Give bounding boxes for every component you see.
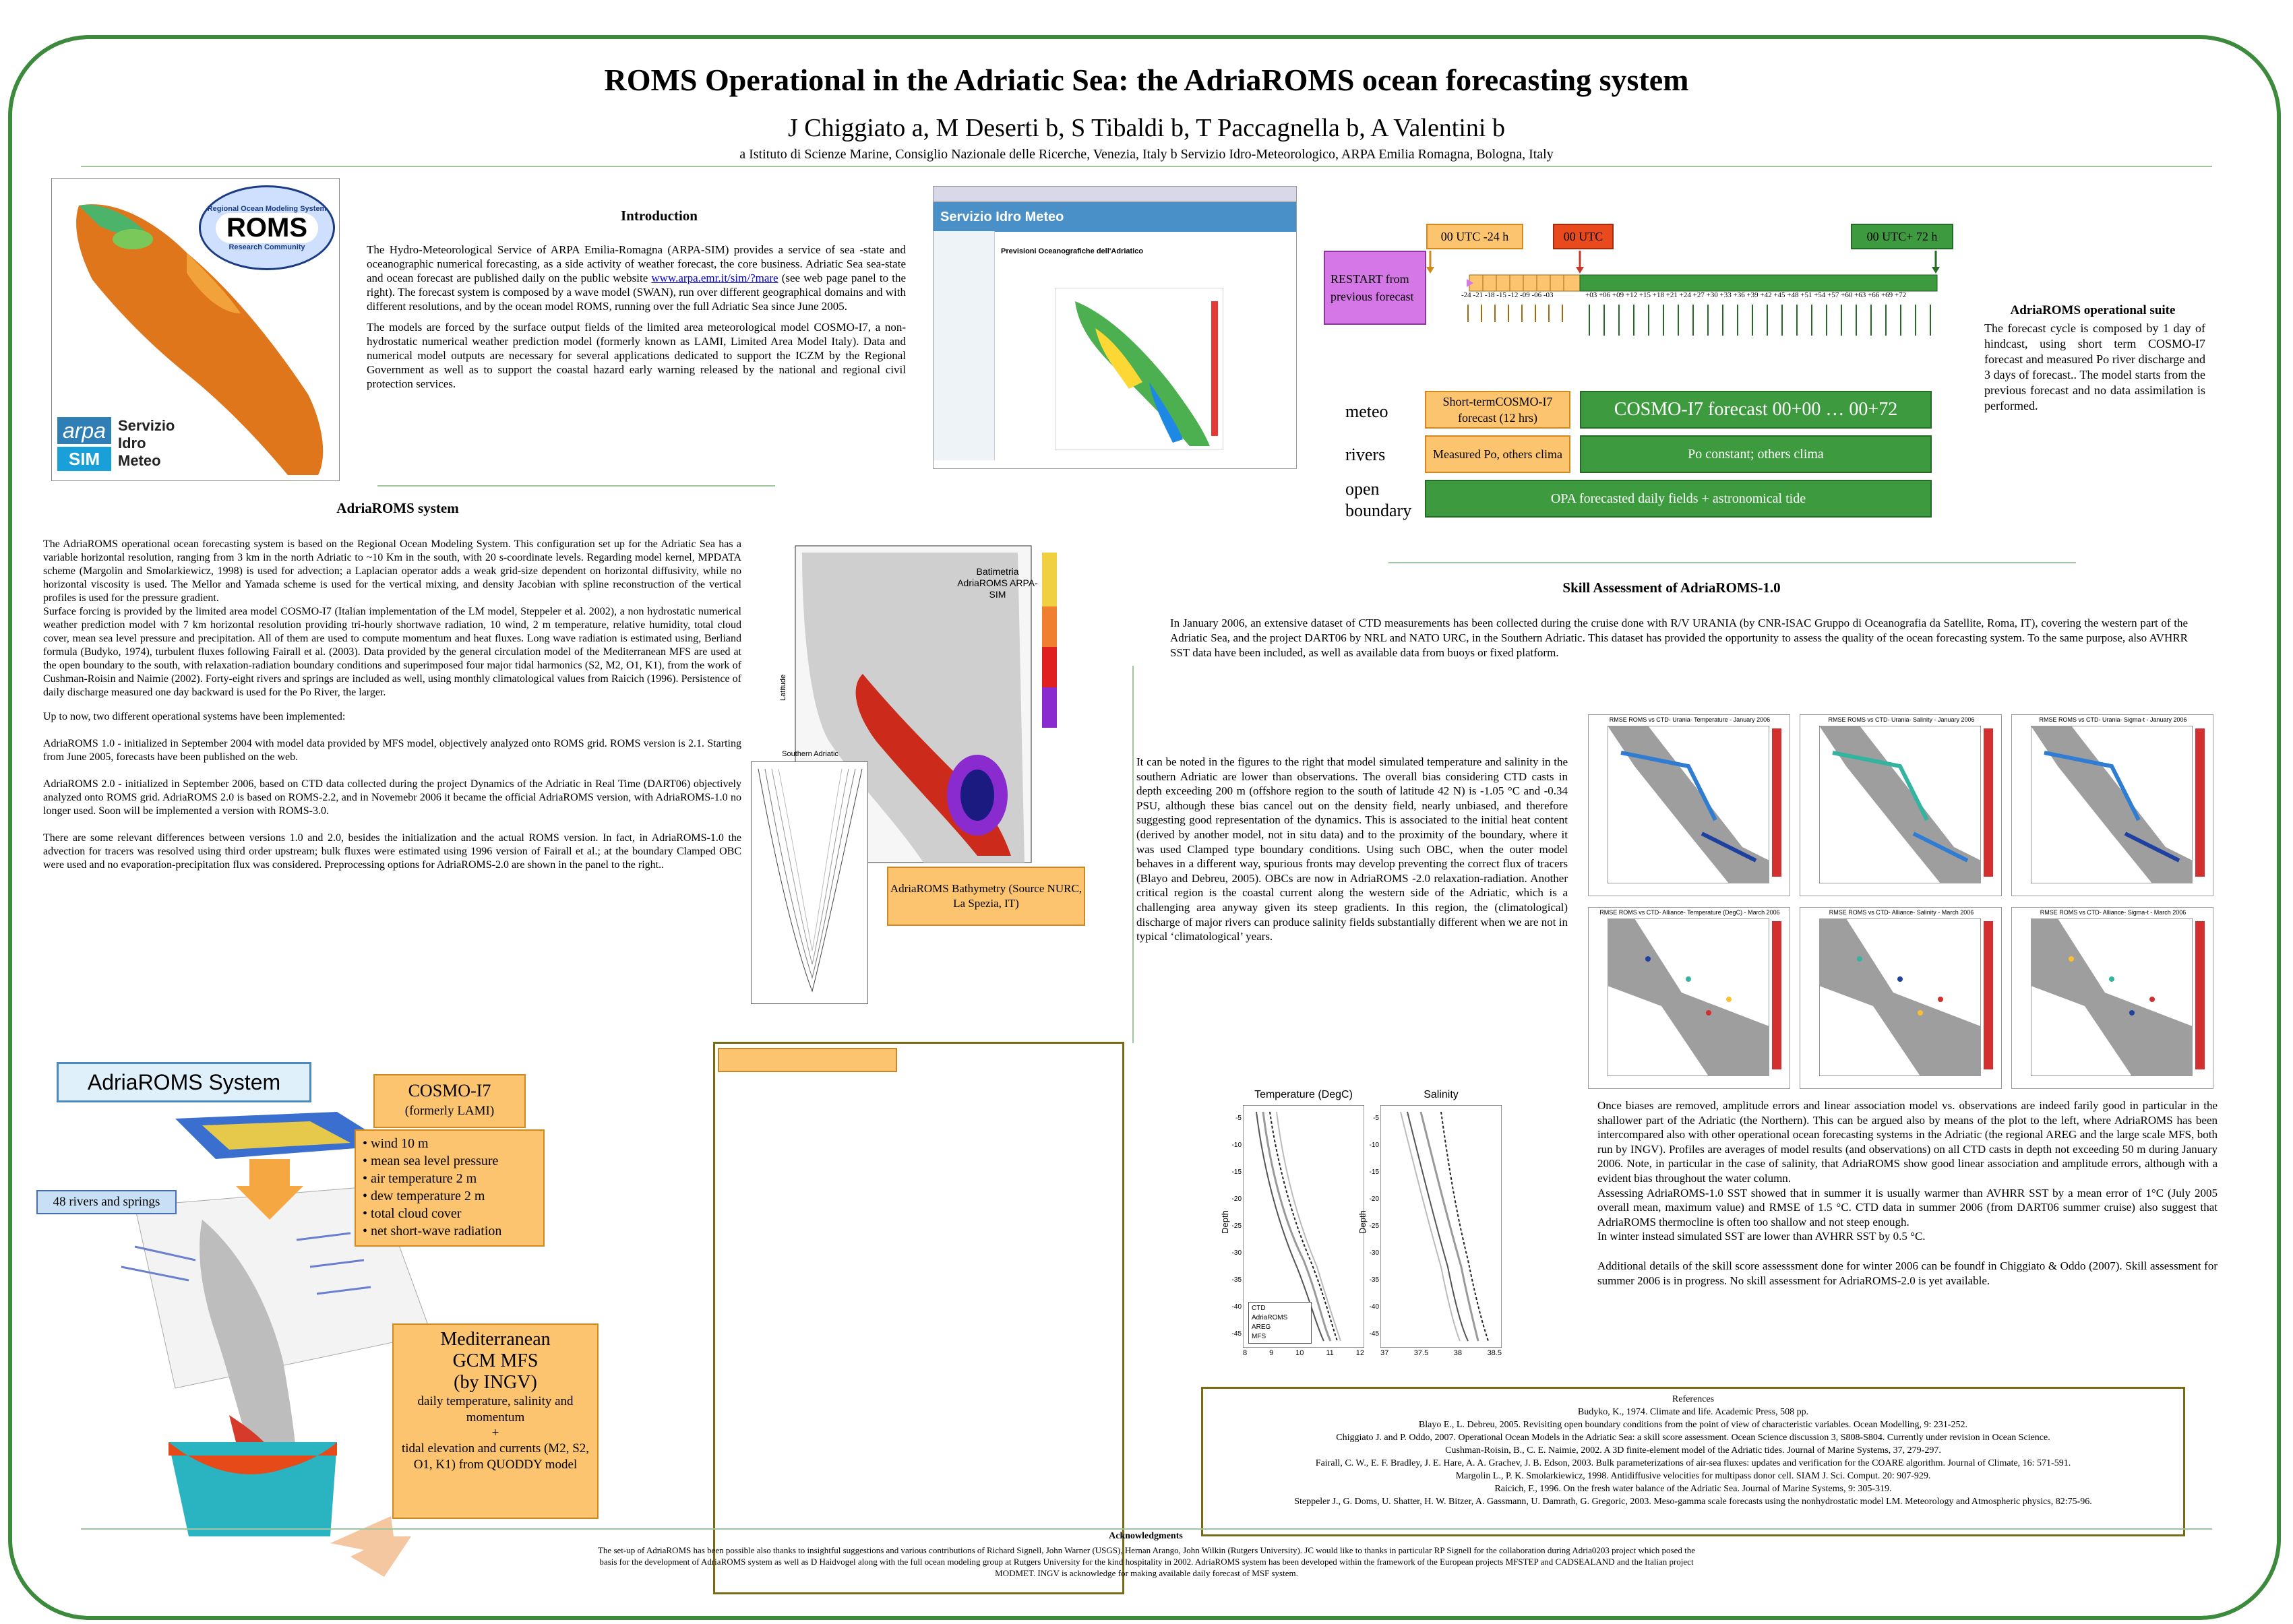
roms-logo-center-text: ROMS — [216, 213, 318, 243]
rmse-map-6-plot — [2031, 918, 2193, 1076]
system-divider — [377, 485, 775, 487]
system-diagram-title: AdriaROMS System — [57, 1062, 311, 1102]
bathymetry-ylabel: Latitude — [779, 674, 787, 701]
salinity-yticks: -5 -10 -15 -20 -25 -30 -35 -40 -45 — [1369, 1115, 1379, 1338]
adriaroms-system-p5: AdriaROMS 2.0 - initialized in September 2006, based on CTD data collected during the project Dynamics of the Adriatic in Real Time (DART06) objectively analyzed onto ROMS grid. AdriaROMS 2.0 is based on ROMS-2.2, and in Novemebr 2006 it became the official AdriaROMS version, with AdriaROMS-1.0 no longer used. Soon will be implemented a version with ROMS-3.0. — [43, 778, 741, 817]
salinity-plot-title: Salinity — [1424, 1089, 1459, 1100]
introduction-text — [367, 243, 906, 398]
rmse-map-3 — [2011, 714, 2213, 896]
reference-6: Margolin L., P. K. Smolarkiewicz, 1998. Antidiffusive velocities for multipass donor cell. SIAM J. Sci. Comput. 20: 907-929. — [1455, 1471, 1931, 1481]
reference-8: Steppeler J., G. Doms, U. Shatter, H. W. Bitzer, A. Gassmann, U. Damrath, G. Gregoric, 2003. Meso-gamma scale forecasts using the nonhydrostatic model LM. Meteorology and Atmospheric physics, 82:75-96. — [1294, 1497, 2092, 1507]
empty-panel — [713, 1042, 1124, 1594]
restart-box: RESTART from previous forecast — [1324, 251, 1426, 325]
meteo-hindcast-box: Short-termCOSMO-I7 forecast (12 hrs) — [1425, 391, 1570, 429]
rmse-map-5-plot — [1819, 918, 1981, 1076]
roms-logo-panel — [51, 178, 340, 481]
reference-1: Budyko, K., 1974. Climate and life. Academic Press, 508 pp. — [1577, 1407, 1809, 1417]
boundary-box: OPA forecasted daily fields + astronomical tide — [1425, 480, 1932, 518]
salinity-xticks: 37 37.5 38 38.5 — [1380, 1349, 1502, 1357]
webpage-banner: Servizio Idro Meteo — [934, 202, 1296, 232]
legend-ctd: CTD — [1252, 1305, 1266, 1312]
legend-areg: AREG — [1252, 1323, 1271, 1331]
timeline-label-now: 00 UTC — [1553, 224, 1614, 249]
reference-2: Blayo E., L. Debreu, 2005. Revisiting open boundary conditions from the point of view of characteristic variables. Ocean Modelling, 9: 231-252. — [1418, 1420, 1968, 1430]
rmse-map-3-plot — [2031, 726, 2193, 883]
arpa-website-link[interactable]: www.arpa.emr.it/sim/?mare — [651, 272, 778, 284]
rmse-map-1 — [1588, 714, 1790, 896]
bathymetry-caption: AdriaROMS Bathymetry (Source NURC, La Spezia, IT) — [887, 867, 1085, 926]
webpage-screenshot — [933, 186, 1297, 469]
skill-text-2-block — [1597, 1098, 2218, 1288]
browser-toolbar — [934, 187, 1296, 202]
rivers-hindcast-box: Measured Po, others clima — [1425, 435, 1570, 473]
roms-logo — [199, 185, 335, 270]
cosmo-var-3: • air temperature 2 m — [363, 1171, 477, 1186]
arpa-logo-line3: Meteo — [118, 452, 161, 469]
forecast-ticks: +03 +06 +09 +12 +15 +18 +21 +24 +27 +30 +33 +36 +39 +42 +45 +48 +51 +54 +57 +60 +63 +66 +69 +72 — [1585, 291, 1907, 299]
adriaroms-system-p2: Surface forcing is provided by the limited area model COSMO-I7 (Italian implementation of the LM model, Steppeler et al. 2002), a non hydrostatic numerical weather prediction model with 7 km horizontal resolution providing tri-hourly shortwave radiation, 10 wind, 2 m temperature, relative humidity, total cloud cover, mean sea level pressure and precipitation. All of them are used to compute momentum and heat fluxes. Long wave radiation is estimated using, Berliand formula (Budyko, 1974), turbulent fluxes following Fairall et al. (2003). Data provided by the general circulation model of the Mediterranean MFS are used at the open boundary to the south, with relaxation-radiation boundary conditions and superimposed four major tidal harmonics (S2, M2, O1, K1), from the work of Cushman-Roisin and Naimie (2002). Forty-eight rivers and springs are included as well, using monthly climatological values from Raicich (1996). Persistence of daily discharge measured one day backward is used for the Po River, the larger. — [43, 606, 741, 698]
roms-logo-top-text: Regional Ocean Modeling System — [207, 204, 327, 213]
salinity-plot — [1380, 1105, 1502, 1348]
arpa-logo — [57, 414, 192, 475]
introduction-p1-end: (see web page panel to the right). The forecast system is composed by a wave model (SWAN), run over different geographical domains and with different resolutions, and by the ocean model ROMS, running over the full Adriatic Sea since June 2005. — [367, 272, 906, 313]
mfs-title-1: Mediterranean — [440, 1329, 551, 1350]
cosmo-var-2: • mean sea level pressure — [363, 1154, 499, 1168]
rmse-map-6 — [2011, 907, 2213, 1089]
reference-7: Raicich, F., 1996. On the fresh water balance of the Adriatic Sea. Journal of Marine Systems, 9: 305-319. — [1494, 1484, 1892, 1494]
roms-logo-bottom-text: Research Community — [228, 243, 305, 251]
row-label-rivers: rivers — [1345, 445, 1386, 464]
rivers-box: 48 rivers and springs — [36, 1190, 177, 1214]
reference-3: Chiggiato J. and P. Oddo, 2007. Operational Ocean Models in the Adriatic Sea: a skill score assessment. Ocean Science discussion 3, S808-S804. Currently under revision in Ocean Science. — [1336, 1433, 2050, 1443]
introduction-p1-start: The Hydro-Meteorological Service of ARPA Emilia-Romagna (ARPA-SIM) provides a service of sea -state and oceanographic numerical forecasting, as a side activity of weather forecast, the core business. Adriatic Sea sea-state and ocean forecast are published daily on the public website — [367, 243, 906, 284]
mfs-box — [392, 1323, 599, 1519]
cosmo-var-5: • total cloud cover — [363, 1206, 462, 1221]
rmse-map-5 — [1800, 907, 2002, 1089]
skill-divider — [1388, 562, 2076, 563]
mfs-title-2: GCM MFS — [452, 1350, 539, 1371]
poster-title: ROMS Operational in the Adriatic Sea: the AdriaROMS ocean forecasting system — [604, 63, 1689, 97]
mfs-title-3: (by INGV) — [454, 1372, 537, 1393]
rmse-map-1-plot — [1608, 726, 1769, 883]
meteo-forecast-box: COSMO-I7 forecast 00+00 … 00+72 — [1580, 391, 1932, 429]
poster-affiliations: a Istituto di Scienze Marine, Consiglio Nazionale delle Ricerche, Venezia, Italy b Servizio Idro-Meteorologico, ARPA Emilia Romagna, Bologna, Italy — [739, 147, 1554, 162]
skill-text-1: It can be noted in the figures to the right that model simulated temperature and salinity in the southern Adriatic are lower than observations. The overall bias considering CTD casts in depth exceeding 200 m (offshore region to the south of latitude 42 N) is -1.05 °C and -0.34 PSU, although these bias cancel out on the density field, nearly unbiased, and therefore suggesting good representation of the dynamics. This is associated to the initial heat content (derived by another model, not in situ data) and to the proximity of the boundary, where it was used Clamped type boundary conditions. Using such OBC, when the outer model behaves in a different way, spurious fronts may develop preventing the correct flux of tracers (Blayo and Debreu, 2005). OBCs are now in AdriaROMS -2.0 relaxation-radiation. Another critical region is the coastal current along the western side of the Adriatic, which is a challenging area anyway given its steep gradients. In this region, the (climatological) discharge of major rivers can produce salinity fields substantially different when we are not in typical ‘climatological’ years. — [1136, 755, 1568, 943]
adriaroms-system-heading: AdriaROMS system — [336, 500, 459, 516]
temperature-plot-ylabel: Depth — [1219, 1210, 1230, 1234]
timeline-arrows — [1461, 302, 1953, 342]
rmse-map-6-title: RMSE ROMS vs CTD- Alliance- Sigma-t - March 2006 — [2040, 909, 2187, 916]
skill-heading: Skill Assessment of AdriaROMS-1.0 — [1562, 580, 1781, 596]
salinity-plot-ylabel: Depth — [1357, 1210, 1368, 1234]
rmse-map-5-title: RMSE ROMS vs CTD- Alliance- Salinity - March 2006 — [1829, 909, 1974, 916]
webpage-heading: Previsioni Oceanografiche dell'Adriatico — [1001, 247, 1144, 255]
arpa-sim-mark: SIM — [57, 447, 111, 471]
temperature-yticks: -5 -10 -15 -20 -25 -30 -35 -40 -45 — [1231, 1115, 1242, 1338]
rmse-map-1-title: RMSE ROMS vs CTD- Urania- Temperature - January 2006 — [1609, 716, 1771, 723]
mfs-text-1: daily temperature, salinity and momentum — [417, 1394, 574, 1425]
reference-4: Cushman-Roisin, B., C. E. Naimie, 2002. A 3D finite-element model of the Adriatic tides. Journal of Marine Systems, 37, 279-297. — [1445, 1445, 1941, 1456]
adriaroms-system-p4: AdriaROMS 1.0 - initialized in September 2004 with model data provided by MFS model, objectively analyzed onto ROMS grid. ROMS version is 2.1. Starting from June 2005, forecasts have been published on the web. — [43, 738, 741, 763]
column-divider-middle — [1132, 666, 1134, 1043]
adriaroms-system-text — [43, 538, 741, 872]
arpa-logo-line1: Servizio — [118, 417, 175, 434]
introduction-heading: Introduction — [621, 208, 698, 224]
skill-text-5: Additional details of the skill score assesssment done for winter 2006 can be foundf in Chiggiato & Oddo (2007). Skill assessment for summer 2006 is in progress. No skill assessment for AdriaROMS-2.0 is yet available. — [1597, 1259, 2218, 1287]
empty-panel-tab — [718, 1048, 897, 1072]
rmse-maps-grid — [1588, 714, 2215, 1092]
skill-intro: In January 2006, an extensive dataset of CTD measurements has been collected during the cruise done with R/V URANIA (by CNR-ISAC Gruppo di Oceanografia da Satellite, Roma, IT), covering the western part of the Adriatic Sea, and the project DART06 by NRL and NATO URC, in the Southern Adriatic. This dataset has provided the opportunity to assess the quality of the ocean forecasting system. To the same purpose, also AVHRR SST data have been included, as well as available data from buoys or fixed platform. — [1170, 617, 2188, 659]
introduction-p2: The models are forced by the surface output fields of the limited area meteorological model COSMO-I7, a non-hydrostatic numerical weather prediction model (formerly known as LAMI, Limited Area Model Italy). Data and numerical model outputs are necessary for several applications dedicated to support the ICZM by the Regional Government as well as to support the coastal hazard early warning released by the national and regional civil protection services. — [367, 321, 906, 390]
hindcast-ticks: -24 -21 -18 -15 -12 -09 -06 -03 — [1461, 291, 1554, 299]
cosmo-title: COSMO-I7 — [408, 1081, 491, 1100]
references-heading: References — [1672, 1394, 1715, 1404]
row-label-boundary: open boundary — [1345, 479, 1412, 520]
timeline-label-end: 00 UTC+ 72 h — [1851, 224, 1953, 249]
footer-divider — [81, 1528, 2212, 1530]
acknowledgments-text: The set-up of AdriaROMS has been possible also thanks to insightful suggestions and various contributions of Richard Signell, John Warner (USGS), Hernan Arango, John Wilkin (Rutgers University). JC would like to thanks in particular RP Signell for the collaboration during Adria0203 project which posed the basis for the development of AdriaROMS system as well as D Haidvogel along with the full ocean modeling group at Rutgers University for the kind hospitality in 2002. AdriaROMS system has been developed within the framework of the European projects MFSTEP and CADSEALAND and the Italian project MODMET. INGV is acknowledge for making available daily forecast of MSF system. — [597, 1545, 1695, 1578]
header-divider — [81, 166, 2212, 167]
acknowledgments-heading: Acknowledgments — [1109, 1531, 1183, 1541]
arpa-logo-mark: arpa — [57, 417, 111, 444]
rmse-map-4-title: RMSE ROMS vs CTD- Alliance- Temperature (DegC) - March 2006 — [1599, 909, 1780, 916]
rivers-forecast-box: Po constant; others clima — [1580, 435, 1932, 473]
arpa-logo-line2: Idro — [118, 435, 146, 451]
adriaroms-system-p6: There are some relevant differences between versions 1.0 and 2.0, besides the initialization and the actual ROMS version. In fact, in AdriaROMS-1.0 the advection for tracers was resolved using third order upstream; bulk fluxes were estimated using 1996 version of Fairall et al.; at the boundary Clamped OBC were used and no evaporation-precipitation flux was considered. Preprocessing options for AdriaROMS-2.0 are shown in the panel to the right.. — [43, 832, 741, 871]
temperature-xticks: 8 9 10 11 12 — [1243, 1349, 1364, 1357]
adriaroms-system-p3: Up to now, two different operational systems have been implemented: — [43, 711, 346, 722]
timeline-label-start: 00 UTC -24 h — [1426, 224, 1523, 249]
skill-text-4: In winter instead simulated SST are lower than AVHRR SST by 0.5 °C. — [1597, 1230, 1926, 1243]
operational-suite-text: The forecast cycle is composed by 1 day of hindcast, using short term COSMO-I7 forecast and measured Po river discharge and 3 days of forecast.. The model starts from the previous forecast and no data assimilation is performed. — [1984, 321, 2205, 412]
section-lines — [752, 762, 869, 1005]
cosmo-variables-box — [355, 1129, 545, 1247]
rmse-map-2-title: RMSE ROMS vs CTD- Urania- Salinity - January 2006 — [1828, 716, 1975, 723]
rmse-map-4-plot — [1608, 918, 1769, 1076]
webpage-sidebar — [934, 231, 995, 460]
adriaroms-system-p1: The AdriaROMS operational ocean forecasting system is based on the Regional Ocean Modeling System. This configuration set up for the Adriatic Sea has a variable horizontal resolution, ranging from 3 km in the north Adriatic to ~10 Km in the south, with 20 s-coordinate levels. Regarding model kernel, MPDATA scheme (Margolin and Smolarkiewicz, 1998) is used for advection; a Laplacian operator adds a weak grid-size dependent on horizontal diffusivity, while no horizontal viscosity is used. The Mellor and Yamada scheme is used for the vertical mixing, and density Jacobian with spline reconstruction of the vertical profiles is used for the pressure gradient. — [43, 538, 741, 604]
profile-legend — [1248, 1302, 1312, 1344]
poster-authors: J Chiggiato a, M Deserti b, S Tibaldi b, T Paccagnella b, A Valentini b — [788, 114, 1505, 142]
rmse-map-4 — [1588, 907, 1790, 1089]
legend-mfs: MFS — [1252, 1333, 1266, 1340]
rmse-map-2-plot — [1819, 726, 1981, 883]
legend-adriaroms: AdriaROMS — [1252, 1314, 1288, 1321]
row-label-meteo: meteo — [1345, 402, 1388, 421]
reference-5: Fairall, C. W., E. F. Bradley, J. E. Hare, A. A. Grachev, J. B. Edson, 2003. Bulk parameterizations of air-sea fluxes: updates and verification for the COARE algorithm. Journal of Climate, 16: 571-591. — [1315, 1458, 2071, 1468]
cosmo-var-4: • dew temperature 2 m — [363, 1189, 485, 1204]
webpage-map — [1055, 288, 1223, 449]
cosmo-box — [373, 1074, 526, 1128]
cosmo-subtitle: (formerly LAMI) — [404, 1104, 495, 1118]
cosmo-var-6: • net short-wave radiation — [363, 1224, 502, 1239]
mfs-plus: + — [491, 1426, 499, 1440]
profile-plots — [1202, 1089, 1512, 1365]
temperature-plot-title: Temperature (DegC) — [1254, 1089, 1353, 1100]
skill-text-3: Assessing AdriaROMS-1.0 SST showed that in summer it is usually warmer than AVHRR SST by a mean error of 1°C (July 2005 overall mean, maximum value) and RMSE of 1.5 °C. CTD data in summer 2006 (from DART06 summer cruise) also suggest that AdriaROMS thermocline is often too shallow and not steep enough. — [1597, 1186, 2218, 1228]
rmse-map-3-title: RMSE ROMS vs CTD- Urania- Sigma-t - January 2006 — [2039, 716, 2187, 723]
references-box — [1201, 1387, 2185, 1536]
operational-suite-heading: AdriaROMS operational suite — [2010, 303, 2176, 317]
skill-text-2: Once biases are removed, amplitude errors and linear association model vs. observations are indeed farily good in particular in the shallower part of the Adriatic (the Northern). This can be argued also by means of the plot to the left, where AdriaROMS has been intercompared also with other operational ocean forecasting systems in the Adriatic (the regional AREG and the large scale MFS, both run by INGV). Profiles are averages of model results (and observations) on all CTD casts in depth not exceeding 50 m during January 2006. Note, in particular in the case of salinity, that AdriaROMS show good linear association and amplitude errors, although with a evident bias throughout the water column. — [1597, 1099, 2218, 1185]
mfs-text-2: tidal elevation and currents (M2, S2, O1, K1) from QUODDY model — [401, 1441, 590, 1472]
bathymetry-section-title: Southern Adriatic — [782, 750, 838, 758]
cosmo-var-1: • wind 10 m — [363, 1136, 429, 1151]
rmse-map-2 — [1800, 714, 2002, 896]
bathymetry-map-title: Batimetria AdriaROMS ARPA-SIM — [957, 566, 1038, 600]
bathymetry-section — [751, 750, 868, 1004]
